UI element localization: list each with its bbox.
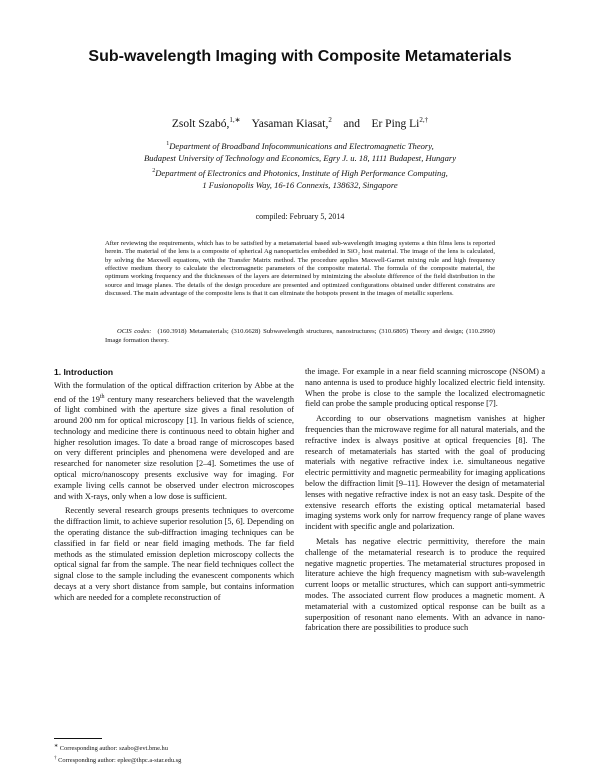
- author-mark: 2: [328, 116, 332, 124]
- author-list: [0, 116, 600, 130]
- footnote-text: Corresponding author: szabo@evt.bme.hu: [58, 745, 168, 753]
- section-heading: 1. Introduction: [54, 367, 114, 377]
- author-conjunction: and: [343, 117, 360, 130]
- right-column: [305, 367, 545, 634]
- ocis-label: OCIS codes:: [117, 328, 152, 335]
- left-column: [54, 367, 294, 604]
- author-mark: 1,∗: [229, 116, 241, 124]
- footnote-text: Corresponding author: eplee@ihpc.a-star.edu.sg: [56, 756, 182, 764]
- compiled-date: compiled: February 5, 2014: [255, 212, 345, 221]
- affiliation-2: [0, 165, 600, 192]
- affiliation-line: 1 Fusionopolis Way, 16-16 Connexis, 138632, Singapore: [202, 180, 398, 191]
- paragraph-text: With the formulation of the optical diffraction criterion by Abbe at the end of the 19: [54, 380, 294, 404]
- author-mark: 2,†: [419, 116, 429, 124]
- ocis-text: (160.3918) Metamaterials; (310.6628) Subwavelength structures, nanostructures; (310.6805) Theory and design; (110.2990) Image formation theory.: [105, 328, 495, 344]
- affiliation-mark: 1: [166, 141, 170, 147]
- author-name: Er Ping Li: [371, 117, 420, 130]
- footnote-mark: †: [54, 755, 57, 761]
- abstract: After reviewing the requirements, which has to be satisfied by a metamaterial based sub-wavelength imaging systems a thin films lens is reported herein. The material of the lens is a composite of spherical Ag nanoparticles embedded in SiO₂ host material. The image of the lens is calculated, by solving the Maxwell equations, with the Transfer Matrix method. The procedure applies Maxwell-Garnet mixing rule and high frequency effective medium theory to calculate the electromagnetic parameters of the composite material. The formula of the composite material, the optimum working frequency and the thicknesses of the layers are determined by minimizing the absolute difference of the field distribution in the source and image planes. The details of the design procedure are presented and optimized configurations obtained under different constrains are discussed. The main advantage of the composite lens is that it can eliminate the hotspots present in the images of metallic superlens.: [105, 240, 495, 298]
- affiliation-line: Budapest University of Technology and Economics, Egry J. u. 18, 1111 Budapest, Hungary: [143, 153, 457, 164]
- footnote: [54, 754, 294, 766]
- footnote-rule: [54, 738, 102, 739]
- superscript: th: [99, 393, 105, 400]
- paragraph-text: century many researchers believed that the wavelength of light combined with the aperture size gives a final resolution of around 200 nm for optical microscopy [1]. In various fields of science, technology and medicine there is continuous need to obtain higher and higher resolution images. To date a broad range of microscopes based on very different principles and phenomena were developed and are researched for nanometer size resolution [2–4]. Sometimes the use of optical micro/nanoscopy presents exclusive way for imaging. For example living cells cannot be observed under electron microscopes and with X-rays, only when a low dose is sufficient.: [54, 394, 294, 501]
- paragraph: According to our observations magnetism vanishes at higher frequencies than the microwave regime for all natural materials, and the refractive index is always positive at optical frequencies [8]. The research of metamaterials has started with the goal of producing materials with negative refractive index i.e. simultaneous negative electric permittivity and magnetic permeability for imaging applications below the diffraction limit [9–11]. However the design of metamaterial lenses with negative refractive index is not an easy task. Despite of the extensive research efforts the existing optical metamaterial based imaging systems work only for narrow frequency range of plane waves incident with specific angle and polarization.: [305, 414, 545, 532]
- ocis-codes: [105, 328, 495, 345]
- affiliation-line: Department of Electronics and Photonics, Institute of High Performance Computing,: [155, 167, 448, 178]
- affiliation-mark: 2: [152, 168, 156, 174]
- author-name: Zsolt Szabó,: [171, 117, 230, 130]
- paragraph: [54, 381, 294, 503]
- author-name: Yasaman Kiasat,: [251, 117, 329, 130]
- paragraph: Metals has negative electric permittivity, therefore the main challenge of the metamaterial research is to produce the required negative magnetic properties. The metamaterial structures proposed in literature achieve the high frequency magnetism with sub-wavelength current loops or metallic structures, which can support anti-symmetric modes. The associated current flow produces a magnetic moment. A metamaterial with a customized optical response can be built as a superposition of resonant nano elements. With an advance in nano-fabrication there are possibilities to produce such: [305, 536, 545, 633]
- paragraph: Recently several research groups presents techniques to overcome the diffraction limit, to achieve superior resolution [5, 6]. Depending on the operating distance the sub-diffraction imaging techniques can be classified in far field or near field imaging methods. The far field methods as the stimulated emission depletion microscopy collects the optical signal far from the sample. The near field techniques collect the signal close to the sample including the evanescent components which decays at a very short distance from sample, but contains information which are needed for a complete reconstruction of: [54, 506, 294, 602]
- affiliation-line: Department of Broadband Infocommunications and Electromagnetic Theory,: [169, 140, 434, 151]
- paragraph: the image. For example in a near field scanning microscope (NSOM) a nano antenna is used to produce highly localized electric field intensity. When the probe is close to the sample the localized electromagnetic field can probe the sample producing optical response [7].: [305, 367, 545, 409]
- paper-title: Sub-wavelength Imaging with Composite Metamaterials: [88, 48, 512, 65]
- affiliation-1: [0, 138, 600, 165]
- footnote: [54, 742, 294, 754]
- footnote-mark: ∗: [54, 744, 59, 749]
- footnotes: [54, 742, 294, 765]
